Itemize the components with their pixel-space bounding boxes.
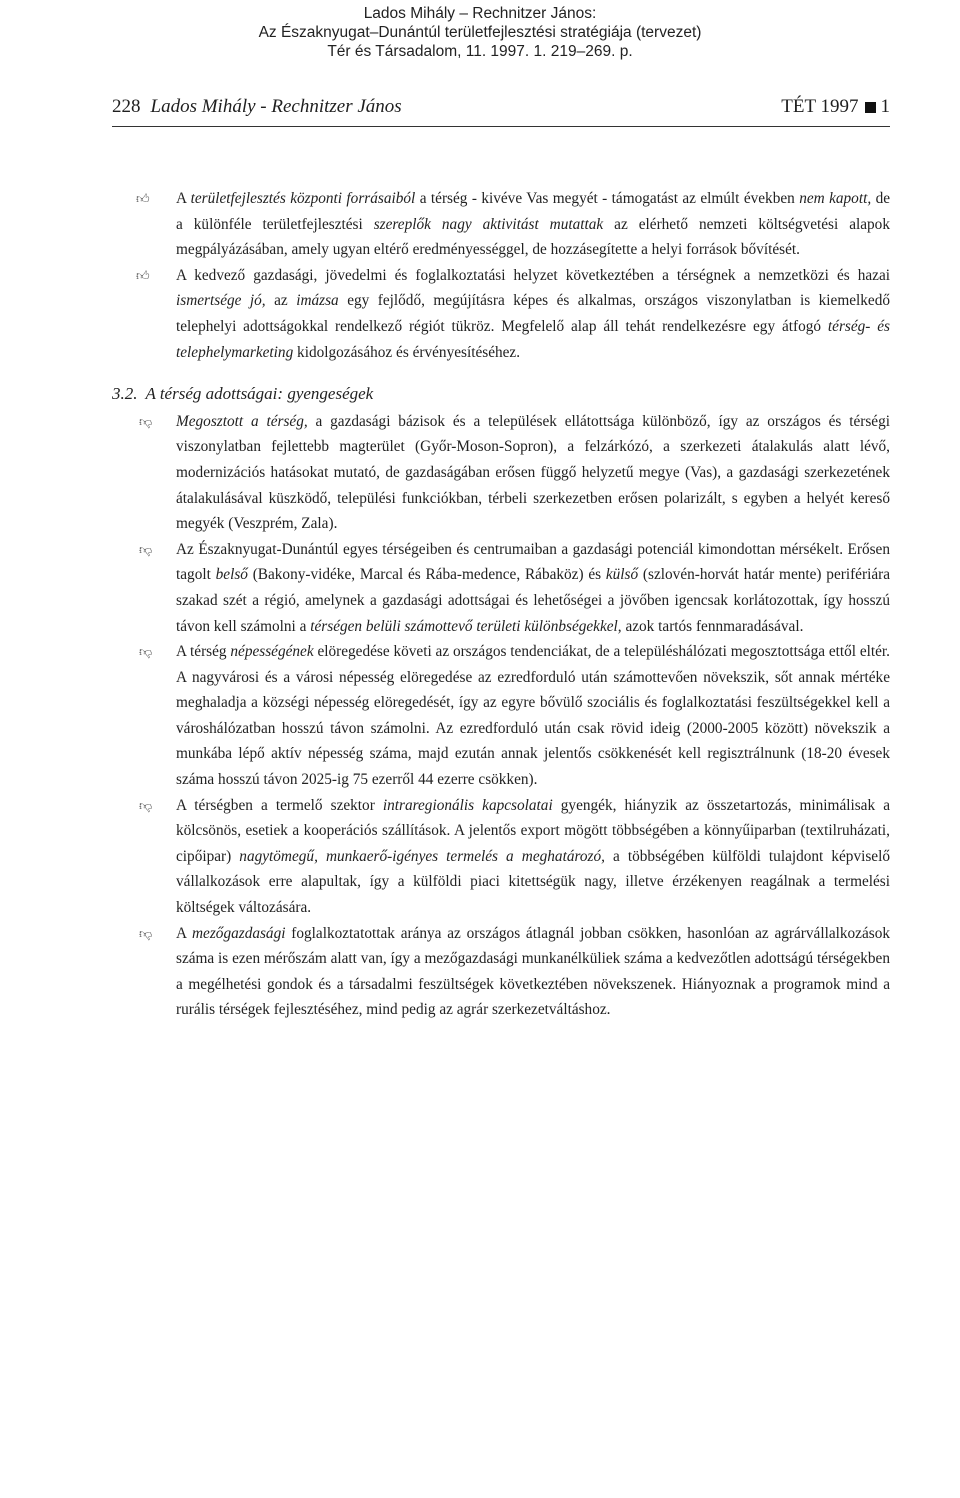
thumbs-up-icon: 👍︎ xyxy=(136,191,150,206)
thumbs-down-icon: 👎︎ xyxy=(139,413,153,429)
thumbs-down-icon: 👎︎ xyxy=(139,797,153,813)
strength-item: 👍︎ A kedvező gazdasági, jövedelmi és foglalkoztatási helyzet következtében a térségnek a nemzetközi és hazai ismertsége jó, az imázsa egy fejlődő, megújításra képes és alkalmas, országos viszonylatban is kiemelkedő telephelyi adottságokkal rendelkező régiót tükröz. Megfelelő alap áll tehát rendelkezésre egy átfogó térség- és telephelymarketing kidolgozásához és érvényesítéséhez. xyxy=(112,263,890,365)
journal-name: TÉT 1997 xyxy=(781,96,859,117)
thumbs-down-icon: 👎︎ xyxy=(139,644,153,660)
page-number: 228 xyxy=(112,96,141,117)
weakness-item: 👎︎ Megosztott a térség, a gazdasági bázisok és a települések ellátottsága különböző, így az országos és térségi viszonylatban fejlettebb magterület (Győr-Moson-Sopron), a felzárkózó, a szerkezeti átalakulás alatt lévő, modernizációs hatásokat mutató, de gazdaságában erősen függő helyzetű megye (Vas), a gazdasági szerkezetének átalakulásával küszködő, települési funkciókban, térbeli szerkezetben erősen polarizált, s egyben a helyét kereső megyék (Veszprém, Zala). xyxy=(112,409,890,537)
weakness-item: 👎︎ Az Északnyugat-Dunántúl egyes térségeiben és centrumaiban a gazdasági potenciál kimondottan mérsékelt. Erősen tagolt belső (Bakony-vidéke, Marcal és Rába-medence, Rábaköz) és külső (szlovén-horvát határ mente) perifériára szakad szét a régió, amelynek a gazdasági adottságai és lehetőségei a jövőben igencsak korlátozottak, így hosszú távon kell számolni a térségen belüli számottevő területi különbségekkel, azok tartós fennmaradásával. xyxy=(112,537,890,639)
weakness-item: 👎︎ A térségben a termelő szektor intraregionális kapcsolatai gyengék, hiányzik az összetartozás, minimálisak a kölcsönös, esetiek a kooperációs szállítások. A jelentős export mögött többségében a könnyűiparban (textilruházati, cipőipar) nagytömegű, munkaerő-igényes termelés a meghatározó, a többségében külföldi tulajdont képviselő vállalkozások erre alapultak, így a külföldi piaci kitettségük nagy, illetve érzékenyen reagálnak a termelési költségek változására. xyxy=(112,793,890,921)
citation-authors: Lados Mihály – Rechnitzer János: xyxy=(363,5,597,22)
weakness-item: 👎︎ A térség népességének elöregedése követi az országos tendenciákat, de a településhálózati megosztottsága ettől eltér. A nagyvárosi és a városi népesség elöregedése az ezredforduló után számottevően növekszik, sőt annak mértéke meghaladja a községi népesség elöregedését, így az egyre bővülő szociális és foglalkoztatási feszültségekkel kell a városhálózatban hosszú távon számolni. Az ezredforduló után csak rövid ideig (2000-2005 között) növekszik a munkába lépő aktív népesség száma, majd ezután annak jelentős csökkenését kell regisztrálnunk (18-20 évesek száma hosszú távon 2025-ig 75 ezerről 44 ezerre csökken). xyxy=(112,639,890,793)
strength-item: 👍︎ A területfejlesztés központi forrásaiból a térség - kivéve Vas megyét - támogatást az elmúlt években nem kapott, de a különféle területfejlesztési szereplők nagy aktivitást mutattak az elérhető nemzeti költségvetési alapok megpályázásában, amely ugyan eltérő eredményességgel, de hozzásegítette a helyi források bővítését. xyxy=(112,186,890,263)
section-number: 3.2. xyxy=(112,384,138,404)
running-header-authors: Lados Mihály - Rechnitzer János xyxy=(150,96,402,117)
citation-title: Az Északnyugat–Dunántúl területfejlesztési stratégiája (tervezet) xyxy=(258,24,702,41)
running-header xyxy=(112,96,890,127)
section-heading xyxy=(112,381,890,407)
citation-source: Tér és Társadalom, 11. 1997. 1. 219–269. p. xyxy=(327,43,633,60)
section-title: A térség adottságai: gyengeségek xyxy=(145,384,374,404)
weakness-item: 👎︎ A mezőgazdasági foglalkoztatottak aránya az országos átlagnál jobban csökken, hasonlóan az agrárvállalkozások száma is ezen mérőszám alatt van, így a mezőgazdasági munkanélküliek száma a kedvezőtlen adottságú térségekben a megélhetési gondok és a társadalmi feszültségek következtében növekszenek. Hiányoznak a programok mind a rurális térségek fejlesztéséhez, mind pedig az agrár szerkezetváltáshoz. xyxy=(112,921,890,1023)
thumbs-up-icon: 👍︎ xyxy=(136,267,150,283)
issue-number: 1 xyxy=(880,96,890,117)
citation-header xyxy=(0,4,960,61)
thumbs-down-icon: 👎︎ xyxy=(139,541,153,557)
page-body xyxy=(112,186,890,1023)
thumbs-down-icon: 👎︎ xyxy=(139,925,153,941)
black-square-icon xyxy=(865,102,876,113)
